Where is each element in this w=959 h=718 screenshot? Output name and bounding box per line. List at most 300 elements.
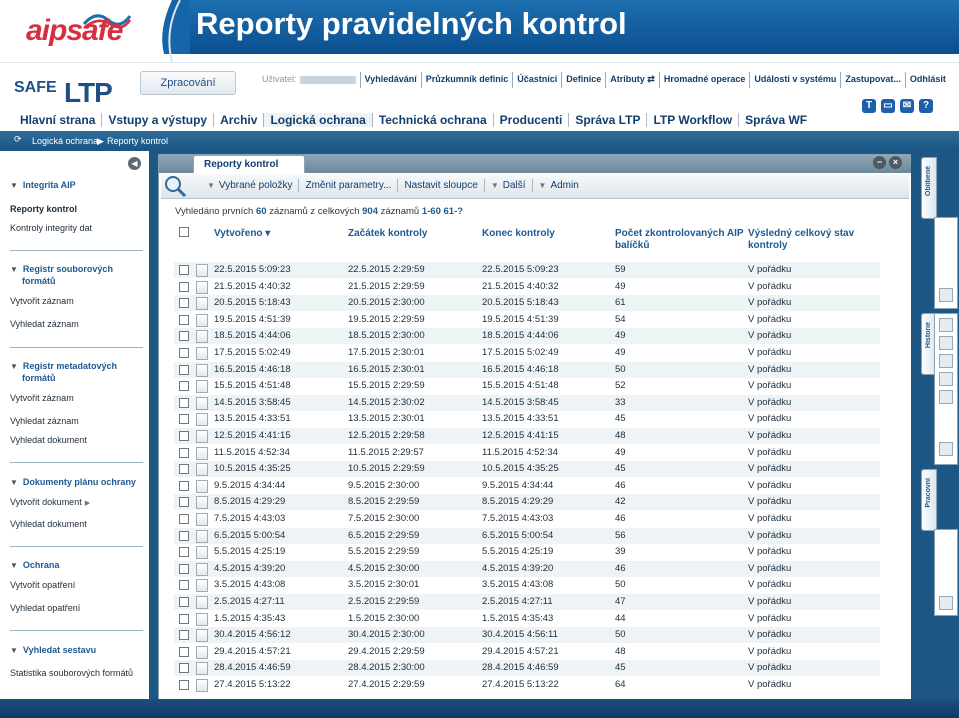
list-icon[interactable] — [939, 596, 953, 610]
menu-technicka-ochrana[interactable]: Technická ochrana — [372, 113, 493, 127]
table-row[interactable] — [174, 677, 880, 693]
sidebar-item-statistika[interactable]: Statistika souborových formátů — [10, 668, 134, 678]
toolbar-dalsi[interactable]: ▼ Další — [484, 179, 532, 192]
cell-konec: 15.5.2015 4:51:48 — [482, 380, 559, 392]
row-checkbox[interactable] — [179, 547, 189, 557]
sidebar-item-vyhledat-dokument[interactable]: Vyhledat dokument — [10, 519, 87, 529]
help-icon[interactable]: ? — [919, 99, 933, 113]
dock-panel-historie — [934, 313, 958, 465]
sidebar-section-integrita[interactable]: ▼ Integrita AIP — [10, 180, 76, 190]
sidebar-item-vyhledat-zaznam[interactable]: Vyhledat záznam — [10, 319, 79, 329]
top-link-udalosti[interactable]: Události v systému — [749, 72, 840, 88]
tab-reporty-kontrol[interactable]: Reporty kontrol — [193, 155, 305, 173]
cell-stav: V pořádku — [748, 629, 792, 641]
cell-stav: V pořádku — [748, 446, 792, 458]
cell-zacatek: 19.5.2015 2:29:59 — [348, 313, 425, 325]
cell-stav: V pořádku — [748, 612, 792, 624]
document-icon[interactable] — [196, 546, 208, 559]
cell-zacatek: 1.5.2015 2:30:00 — [348, 612, 420, 624]
cell-zacatek: 8.5.2015 2:29:59 — [348, 496, 420, 508]
cell-konec: 29.4.2015 4:57:21 — [482, 645, 559, 657]
result-info: Vyhledáno prvních 60 záznamů z celkových 904 záznamů 1-60 61-? — [175, 206, 464, 217]
cell-konec: 14.5.2015 3:58:45 — [482, 396, 559, 408]
cell-zacatek: 30.4.2015 2:30:00 — [348, 629, 425, 641]
cell-pocet: 54 — [615, 313, 626, 325]
row-checkbox[interactable] — [179, 630, 189, 640]
table-row[interactable] — [174, 644, 880, 660]
menu-sprava-ltp[interactable]: Správa LTP — [568, 113, 646, 127]
row-checkbox[interactable] — [179, 448, 189, 458]
close-icon[interactable]: × — [889, 156, 902, 169]
brand-safe: SAFE — [14, 79, 57, 96]
sidebar-section-ochrana[interactable]: ▼ Ochrana — [10, 560, 60, 570]
row-checkbox[interactable] — [179, 597, 189, 607]
title-bar-curve — [150, 0, 190, 62]
top-link-hromadne-operace[interactable]: Hromadné operace — [659, 72, 750, 88]
table-row[interactable] — [174, 577, 880, 593]
row-checkbox[interactable] — [179, 381, 189, 391]
top-link-atributy[interactable]: Atributy ⇄ — [605, 72, 659, 88]
search-icon[interactable] — [939, 442, 953, 456]
cell-vytvoreno: 3.5.2015 4:43:08 — [214, 579, 286, 591]
table-row[interactable] — [174, 611, 880, 627]
triangle-down-icon: ▼ — [10, 265, 18, 274]
sidebar-item-vyhledat-zaznam-meta[interactable]: Vyhledat záznam — [10, 416, 79, 426]
cell-pocet: 49 — [615, 347, 626, 358]
document-icon[interactable] — [196, 496, 208, 509]
sidebar-section-vyhledat-sestavu[interactable]: ▼ Vyhledat sestavu — [10, 645, 97, 655]
cell-konec: 3.5.2015 4:43:08 — [482, 579, 554, 591]
cell-zacatek: 27.4.2015 2:29:59 — [348, 679, 425, 690]
cell-pocet: 47 — [615, 596, 626, 607]
document-icon[interactable] — [196, 662, 208, 675]
cell-stav: V pořádku — [748, 645, 792, 657]
cell-konec: 27.4.2015 5:13:22 — [482, 679, 559, 690]
cell-konec: 28.4.2015 4:46:59 — [482, 662, 559, 674]
row-checkbox[interactable] — [179, 580, 189, 590]
table-row[interactable] — [174, 411, 880, 427]
document-icon[interactable] — [196, 397, 208, 410]
cell-zacatek: 18.5.2015 2:30:00 — [348, 330, 425, 342]
cell-stav: V pořádku — [748, 264, 792, 275]
triangle-down-icon: ▼ — [10, 561, 18, 570]
table-row[interactable] — [174, 328, 880, 344]
document-icon[interactable] — [196, 264, 208, 277]
search-icon[interactable] — [163, 174, 187, 198]
document-icon[interactable] — [196, 513, 208, 526]
row-checkbox[interactable] — [179, 265, 189, 275]
cell-zacatek: 16.5.2015 2:30:01 — [348, 363, 425, 375]
table-row[interactable] — [174, 395, 880, 411]
row-checkbox[interactable] — [179, 398, 189, 408]
row-checkbox[interactable] — [179, 497, 189, 507]
cell-stav: V pořádku — [748, 546, 792, 558]
sidebar-collapse-icon[interactable]: ◀ — [128, 157, 141, 170]
table-row[interactable] — [174, 445, 880, 461]
sidebar-divider — [10, 546, 143, 547]
cell-zacatek: 7.5.2015 2:30:00 — [348, 513, 420, 524]
dock-panel-pracovni — [934, 529, 958, 616]
bottom-bar — [0, 699, 959, 718]
cell-konec: 13.5.2015 4:33:51 — [482, 413, 559, 425]
document-icon[interactable] — [939, 336, 953, 350]
table-row[interactable] — [174, 660, 880, 676]
sidebar-divider — [10, 462, 143, 463]
sidebar-item-vyhledat-opatreni[interactable]: Vyhledat opatření — [10, 603, 81, 613]
sidebar-item-kontroly-integrity[interactable]: Kontroly integrity dat — [10, 223, 93, 233]
cell-zacatek: 29.4.2015 2:29:59 — [348, 645, 425, 657]
cell-pocet: 56 — [615, 529, 626, 541]
sidebar-item-reporty-kontrol[interactable]: Reporty kontrol — [10, 204, 78, 214]
cell-stav: V pořádku — [748, 347, 792, 358]
row-checkbox[interactable] — [179, 531, 189, 541]
cell-vytvoreno: 8.5.2015 4:29:29 — [214, 496, 286, 508]
top-link-ucastnici[interactable]: Účastníci — [512, 72, 561, 88]
cell-pocet: 45 — [615, 662, 626, 674]
document-icon[interactable] — [196, 463, 208, 476]
cell-pocet: 39 — [615, 546, 626, 558]
cell-stav: V pořádku — [748, 662, 792, 674]
sidebar-item-vytvorit-opatreni[interactable]: Vytvořit opatření — [10, 580, 76, 590]
table-row[interactable] — [174, 345, 880, 361]
cell-pocet: 61 — [615, 297, 626, 309]
cell-konec: 21.5.2015 4:40:32 — [482, 280, 559, 292]
triangle-right-icon: ▶ — [84, 500, 91, 507]
document-icon[interactable] — [196, 413, 208, 426]
cell-pocet: 64 — [615, 679, 626, 690]
top-links — [258, 72, 950, 88]
aipsafe-logo: aipsafe — [26, 14, 123, 47]
window-icon[interactable]: ▭ — [881, 99, 895, 113]
cell-vytvoreno: 19.5.2015 4:51:39 — [214, 313, 291, 325]
cell-zacatek: 12.5.2015 2:29:58 — [348, 430, 425, 441]
minimize-icon[interactable]: − — [873, 156, 886, 169]
cell-konec: 1.5.2015 4:35:43 — [482, 612, 554, 624]
document-icon[interactable] — [196, 430, 208, 443]
cell-vytvoreno: 2.5.2015 4:27:11 — [214, 596, 285, 607]
menu-archiv[interactable]: Archiv — [213, 113, 263, 127]
dock-tab-oblibene[interactable]: Oblíbené — [921, 157, 937, 219]
sidebar-section-registr-souborovych[interactable]: ▼ Registr souborových — [10, 264, 113, 274]
column-stav[interactable]: Výsledný celkový stav kontroly — [748, 228, 855, 251]
cell-zacatek: 4.5.2015 2:30:00 — [348, 562, 420, 574]
menu-sprava-wf[interactable]: Správa WF — [738, 113, 813, 127]
document-icon[interactable] — [196, 613, 208, 626]
dock-tab-historie[interactable]: Historie — [921, 313, 937, 375]
cell-vytvoreno: 7.5.2015 4:43:03 — [214, 513, 286, 524]
toolbar-zmenit-parametry[interactable]: Změnit parametry... — [298, 179, 397, 192]
cell-stav: V pořádku — [748, 396, 792, 408]
cell-stav: V pořádku — [748, 529, 792, 541]
cell-vytvoreno: 27.4.2015 5:13:22 — [214, 679, 291, 690]
table-row[interactable] — [174, 262, 880, 278]
document-icon[interactable] — [196, 281, 208, 294]
cell-stav: V pořádku — [748, 579, 792, 591]
breadcrumb-arrow-icon: ▶ — [97, 136, 104, 146]
cell-konec: 19.5.2015 4:51:39 — [482, 313, 559, 325]
cell-konec: 20.5.2015 5:18:43 — [482, 297, 559, 309]
panel-controls — [873, 156, 902, 169]
breadcrumb-logicka-ochrana[interactable]: Logická ochrana — [32, 136, 99, 146]
triangle-down-icon: ▼ — [10, 646, 18, 655]
document-icon[interactable] — [196, 380, 208, 393]
row-checkbox[interactable] — [179, 514, 189, 524]
page-next[interactable]: 61-? — [443, 206, 464, 217]
sidebar-item-vyhledat-dokument-meta[interactable]: Vyhledat dokument — [10, 435, 87, 445]
cell-vytvoreno: 13.5.2015 4:33:51 — [214, 413, 291, 425]
dock-panel-oblibene — [934, 217, 958, 309]
document-icon[interactable] — [196, 530, 208, 543]
cell-pocet: 48 — [615, 430, 626, 441]
cell-vytvoreno: 11.5.2015 4:52:34 — [214, 446, 290, 458]
table-row[interactable] — [174, 378, 880, 394]
toolbar-nastavit-sloupce[interactable]: Nastavit sloupce — [397, 179, 483, 192]
cell-vytvoreno: 28.4.2015 4:46:59 — [214, 662, 291, 674]
cell-konec: 7.5.2015 4:43:03 — [482, 513, 554, 524]
row-checkbox[interactable] — [179, 481, 189, 491]
sidebar-divider — [10, 630, 143, 631]
cell-pocet: 50 — [615, 629, 626, 641]
list-icon[interactable] — [939, 288, 953, 302]
row-checkbox[interactable] — [179, 614, 189, 624]
cell-zacatek: 3.5.2015 2:30:01 — [348, 579, 420, 591]
cell-vytvoreno: 29.4.2015 4:57:21 — [214, 645, 291, 657]
cell-vytvoreno: 5.5.2015 4:25:19 — [214, 546, 286, 558]
cell-pocet: 50 — [615, 579, 626, 591]
cell-stav: V pořádku — [748, 679, 792, 690]
sidebar-section-registr-metadatovych[interactable]: ▼ Registr metadatových — [10, 361, 117, 371]
sidebar-divider — [10, 250, 143, 251]
user-name-redacted — [300, 76, 356, 84]
cell-pocet: 45 — [615, 413, 626, 425]
row-checkbox[interactable] — [179, 647, 189, 657]
cell-vytvoreno: 16.5.2015 4:46:18 — [214, 363, 291, 375]
cell-zacatek: 28.4.2015 2:30:00 — [348, 662, 425, 674]
cell-konec: 12.5.2015 4:41:15 — [482, 430, 559, 441]
table-row[interactable] — [174, 295, 880, 311]
table-row[interactable] — [174, 528, 880, 544]
document-icon[interactable] — [196, 347, 208, 360]
cell-pocet: 48 — [615, 645, 626, 657]
cell-pocet: 50 — [615, 363, 626, 375]
document-icon[interactable] — [196, 646, 208, 659]
document-icon[interactable] — [939, 372, 953, 386]
row-checkbox[interactable] — [179, 365, 189, 375]
document-icon[interactable] — [196, 579, 208, 592]
sidebar-item-vytvorit-dokument[interactable]: Vytvořit dokument ▶ — [10, 497, 91, 507]
cell-stav: V pořádku — [748, 313, 792, 325]
slide-title: Reporty pravidelných kontrol — [196, 6, 627, 41]
document-icon[interactable] — [196, 480, 208, 493]
table-row[interactable] — [174, 594, 880, 610]
brand-ltp: LTP — [64, 77, 112, 108]
table-row[interactable] — [174, 627, 880, 643]
cell-vytvoreno: 9.5.2015 4:34:44 — [214, 479, 286, 491]
cell-konec: 6.5.2015 5:00:54 — [482, 529, 554, 541]
sidebar-item-vytvorit-zaznam[interactable]: Vytvořit záznam — [10, 296, 74, 306]
cell-stav: V pořádku — [748, 479, 792, 491]
document-icon[interactable] — [196, 314, 208, 327]
cell-stav: V pořádku — [748, 562, 792, 574]
triangle-down-icon: ▼ — [10, 181, 18, 190]
document-icon[interactable] — [196, 447, 208, 460]
table-row[interactable] — [174, 312, 880, 328]
row-checkbox[interactable] — [179, 348, 189, 358]
cell-zacatek: 22.5.2015 2:29:59 — [348, 264, 425, 275]
cell-zacatek: 10.5.2015 2:29:59 — [348, 463, 425, 475]
table-row[interactable] — [174, 428, 880, 444]
cell-pocet: 46 — [615, 562, 626, 574]
user-info: Uživatel: — [258, 72, 360, 88]
cell-pocet: 49 — [615, 446, 626, 458]
row-checkbox[interactable] — [179, 431, 189, 441]
dock-tab-pracovni[interactable]: Pracovní — [921, 469, 937, 531]
cell-pocet: 45 — [615, 463, 626, 475]
cell-stav: V pořádku — [748, 297, 792, 309]
cell-stav: V pořádku — [748, 596, 792, 607]
document-icon[interactable] — [196, 364, 208, 377]
main-menu — [16, 113, 813, 127]
chevron-down-icon: ▼ — [490, 181, 499, 190]
cell-pocet: 33 — [615, 396, 626, 408]
row-checkbox[interactable] — [179, 298, 189, 308]
cell-vytvoreno: 20.5.2015 5:18:43 — [214, 297, 291, 309]
cell-zacatek: 5.5.2015 2:29:59 — [348, 546, 420, 558]
document-icon[interactable] — [196, 596, 208, 609]
toolbar-vybrane-polozky[interactable]: ▼ Vybrané položky — [207, 180, 293, 191]
column-konec[interactable]: Konec kontroly — [482, 228, 555, 239]
cell-stav: V pořádku — [748, 496, 792, 508]
cell-vytvoreno: 6.5.2015 5:00:54 — [214, 529, 286, 541]
cell-zacatek: 6.5.2015 2:29:59 — [348, 529, 420, 541]
cell-vytvoreno: 30.4.2015 4:56:12 — [214, 629, 291, 641]
sidebar-section-registr-souborovych-line2: formátů — [22, 276, 56, 286]
breadcrumb — [0, 131, 959, 151]
cell-pocet: 44 — [615, 612, 626, 624]
row-checkbox[interactable] — [179, 663, 189, 673]
cell-zacatek: 17.5.2015 2:30:01 — [348, 347, 425, 358]
cell-pocet: 49 — [615, 330, 626, 342]
top-link-definice[interactable]: Definice — [561, 72, 605, 88]
table-row[interactable] — [174, 544, 880, 560]
row-checkbox[interactable] — [179, 331, 189, 341]
sidebar-item-vytvorit-zaznam-meta[interactable]: Vytvořit záznam — [10, 393, 74, 403]
cell-stav: V pořádku — [748, 513, 792, 524]
cell-zacatek: 2.5.2015 2:29:59 — [348, 596, 420, 607]
document-icon[interactable] — [939, 390, 953, 404]
cell-vytvoreno: 15.5.2015 4:51:48 — [214, 380, 291, 392]
row-checkbox[interactable] — [179, 680, 189, 690]
document-icon[interactable] — [196, 563, 208, 576]
row-checkbox[interactable] — [179, 315, 189, 325]
top-link-pruzkumnik[interactable]: Průzkumník definic — [421, 72, 513, 88]
table-row[interactable] — [174, 511, 880, 527]
cell-zacatek: 21.5.2015 2:29:59 — [348, 280, 425, 292]
cell-pocet: 52 — [615, 380, 626, 392]
cell-stav: V pořádku — [748, 463, 792, 475]
cell-konec: 4.5.2015 4:39:20 — [482, 562, 554, 574]
top-link-vyhledavani[interactable]: Vyhledávání — [360, 72, 421, 88]
user-icon[interactable] — [939, 318, 953, 332]
document-icon[interactable] — [196, 679, 208, 692]
document-icon[interactable] — [196, 330, 208, 343]
menu-ltp-workflow[interactable]: LTP Workflow — [646, 113, 738, 127]
cell-stav: V pořádku — [748, 413, 792, 425]
row-checkbox[interactable] — [179, 414, 189, 424]
cell-vytvoreno: 4.5.2015 4:39:20 — [214, 562, 286, 574]
breadcrumb-reporty-kontrol: Reporty kontrol — [107, 136, 169, 146]
cell-pocet: 42 — [615, 496, 626, 508]
cell-stav: V pořádku — [748, 363, 792, 375]
menu-producenti[interactable]: Producenti — [493, 113, 569, 127]
cell-vytvoreno: 14.5.2015 3:58:45 — [214, 396, 291, 408]
cell-konec: 18.5.2015 4:44:06 — [482, 330, 559, 342]
top-link-odhlasit[interactable]: Odhlásit — [905, 72, 950, 88]
menu-logicka-ochrana[interactable]: Logická ochrana — [263, 113, 371, 127]
document-icon[interactable] — [939, 354, 953, 368]
menu-vstupy-vystupy[interactable]: Vstupy a výstupy — [101, 113, 213, 127]
row-checkbox[interactable] — [179, 464, 189, 474]
column-pocet[interactable]: Počet zkontrolovaných AIP balíčků — [615, 228, 744, 251]
toolbar-items — [207, 179, 585, 192]
cell-konec: 9.5.2015 4:34:44 — [482, 479, 554, 491]
app-header — [0, 62, 959, 131]
toolbar-admin[interactable]: ▼ Admin — [532, 179, 585, 192]
cell-vytvoreno: 17.5.2015 5:02:49 — [214, 347, 291, 358]
cell-pocet: 49 — [615, 280, 626, 292]
top-link-zastupovat[interactable]: Zastupovat... — [840, 72, 905, 88]
page-current[interactable]: 1-60 — [421, 206, 441, 217]
cell-konec: 22.5.2015 5:09:23 — [482, 264, 559, 275]
select-all-checkbox[interactable] — [179, 227, 189, 237]
zpracovani-button[interactable]: Zpracování — [140, 71, 236, 95]
table-row[interactable] — [174, 494, 880, 510]
cell-zacatek: 15.5.2015 2:29:59 — [348, 380, 425, 392]
document-icon[interactable] — [196, 297, 208, 310]
cell-zacatek: 14.5.2015 2:30:02 — [348, 396, 425, 408]
chevron-down-icon: ▼ — [207, 181, 215, 190]
cell-vytvoreno: 10.5.2015 4:35:25 — [214, 463, 291, 475]
table-row[interactable] — [174, 362, 880, 378]
cell-stav: V pořádku — [748, 330, 792, 342]
cell-konec: 10.5.2015 4:35:25 — [482, 463, 559, 475]
menu-hlavni-strana[interactable]: Hlavní strana — [20, 113, 96, 127]
table-row[interactable] — [174, 279, 880, 295]
cell-konec: 17.5.2015 5:02:49 — [482, 347, 559, 358]
text-size-icon[interactable]: T — [862, 99, 876, 113]
cell-konec: 11.5.2015 4:52:34 — [482, 446, 558, 458]
refresh-icon[interactable]: ⟳ — [14, 134, 22, 144]
cell-zacatek: 11.5.2015 2:29:57 — [348, 446, 424, 458]
table-row[interactable] — [174, 561, 880, 577]
cell-stav: V pořádku — [748, 280, 792, 292]
sidebar-section-dokumenty[interactable]: ▼ Dokumenty plánu ochrany — [10, 477, 136, 487]
cell-zacatek: 20.5.2015 2:30:00 — [348, 297, 425, 309]
column-zacatek[interactable]: Začátek kontroly — [348, 228, 428, 239]
table-row[interactable] — [174, 478, 880, 494]
document-icon[interactable] — [196, 629, 208, 642]
cell-konec: 2.5.2015 4:27:11 — [482, 596, 553, 607]
row-checkbox[interactable] — [179, 282, 189, 292]
cell-pocet: 59 — [615, 264, 626, 275]
cell-vytvoreno: 12.5.2015 4:41:15 — [214, 430, 291, 441]
column-vytvoreno[interactable]: Vytvořeno ▾ — [214, 228, 271, 239]
cell-konec: 30.4.2015 4:56:11 — [482, 629, 558, 641]
message-icon[interactable]: ✉ — [900, 99, 914, 113]
sidebar-divider — [10, 347, 143, 348]
row-checkbox[interactable] — [179, 564, 189, 574]
table-row[interactable] — [174, 461, 880, 477]
